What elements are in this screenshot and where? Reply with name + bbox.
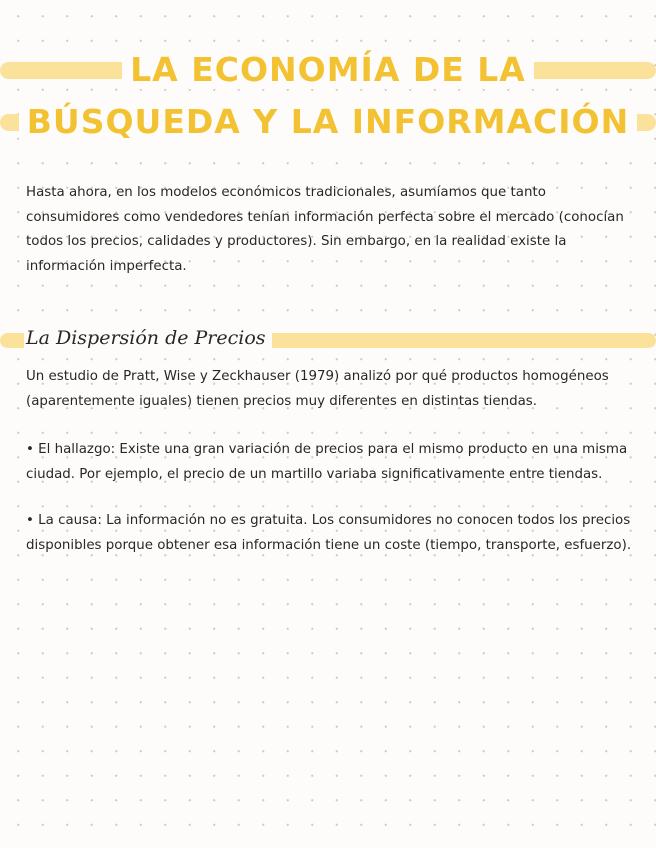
page-title-text-1: LA ECONOMÍA DE LA [122, 50, 534, 89]
section-heading: La Dispersión de Precios [24, 327, 272, 349]
bullet-finding: • El hallazgo: Existe una gran variación de precios para el mismo producto en una misma ciudad. Por ejemplo, el precio de un martillo variaba significativamente entre tiendas. [26, 442, 628, 482]
bullet-cause: • La causa: La información no es gratuita. Los consumidores no conocen todos los precios disponibles porque obtener esa información tiene un coste (tiempo, transporte, esfuerzo). [26, 513, 632, 553]
page-title-text-2: BÚSQUEDA Y LA INFORMACIÓN [19, 102, 637, 141]
intro-paragraph: Hasta ahora, en los modelos económicos tradicionales, asumíamos que tanto consumidores como vendedores tenían información perfecta sobre el mercado (conocían todos los precios, calidades y productores). Sin embargo, en la realidad existe la información imperfecta. [26, 185, 624, 274]
study-paragraph: Un estudio de Pratt, Wise y Zeckhauser (1979) analizó por qué productos homogéneos (aparentemente iguales) tienen precios muy diferentes en distintas tiendas. [26, 369, 609, 409]
page-title-line-1 [0, 50, 656, 89]
page-title-line-2 [0, 102, 656, 141]
